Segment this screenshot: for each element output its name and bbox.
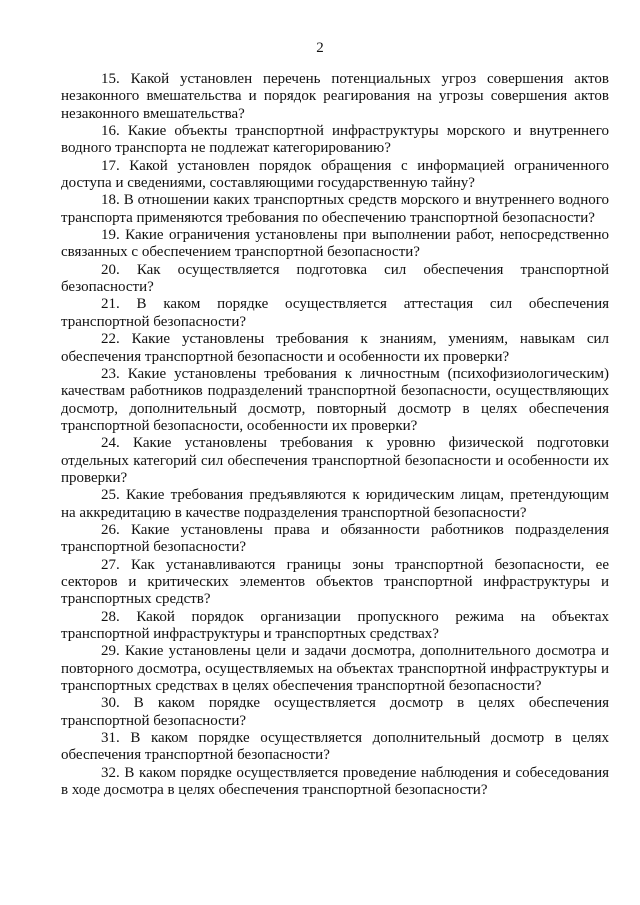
question-22: 22. Какие установлены требования к знаниям, умениям, навыкам сил обеспечения транспортной безопасности и особенности их проверки? [61, 331, 609, 365]
question-28: 28. Какой порядок организации пропускного режима на объектах транспортной инфраструктуры и транспортных средствах? [61, 608, 609, 642]
page-number: 2 [316, 40, 324, 56]
question-31: 31. В каком порядке осуществляется дополнительный досмотр в целях обеспечения транспортной безопасности? [61, 730, 609, 764]
question-16: 16. Какие объекты транспортной инфраструктуры морского и внутреннего водного транспорта не подлежат категорированию? [61, 123, 609, 157]
question-30: 30. В каком порядке осуществляется досмотр в целях обеспечения транспортной безопасности? [61, 695, 609, 729]
question-20: 20. Как осуществляется подготовка сил обеспечения транспортной безопасности? [61, 261, 609, 296]
question-15: 15. Какой установлен перечень потенциальных угроз совершения актов незаконного вмешательства и порядок реагирования на угрозы совершения актов незаконного вмешательства? [61, 71, 609, 122]
question-26: 26. Какие установлены права и обязанности работников подразделения транспортной безопасности? [61, 521, 609, 556]
question-32: 32. В каком порядке осуществляется проведение наблюдения и собеседования в ходе досмотра в целях обеспечения транспортной безопасности? [61, 764, 609, 799]
question-27: 27. Как устанавливаются границы зоны транспортной безопасности, ее секторов и критических элементов объектов транспортной инфраструктуры и транспортных средств? [61, 556, 609, 608]
question-17: 17. Какой установлен порядок обращения с информацией ограниченного доступа и сведениями, составляющими государственную тайну? [61, 157, 609, 192]
question-21: 21. В каком порядке осуществляется аттестация сил обеспечения транспортной безопасности? [61, 296, 609, 330]
question-19: 19. Какие ограничения установлены при выполнении работ, непосредственно связанных с обеспечением транспортной безопасности? [61, 227, 609, 261]
question-list [61, 71, 609, 799]
question-23: 23. Какие установлены требования к личностным (психофизиологическим) качествам работников подразделений транспортной безопасности, осуществляющих досмотр, дополнительный досмотр, повторный досмотр в целях обеспечения транспортной безопасности, особенности их проверки? [61, 365, 609, 434]
question-25: 25. Какие требования предъявляются к юридическим лицам, претендующим на аккредитацию в качестве подразделения транспортной безопасности? [61, 487, 609, 521]
question-18: 18. В отношении каких транспортных средств морского и внутреннего водного транспорта применяются требования по обеспечению транспортной безопасности? [61, 192, 609, 226]
question-24: 24. Какие установлены требования к уровню физической подготовки отдельных категорий сил обеспечения транспортной безопасности и особенности их проверки? [61, 435, 609, 486]
question-29: 29. Какие установлены цели и задачи досмотра, дополнительного досмотра и повторного досмотра, осуществляемых на объектах транспортной инфраструктуры и транспортных средствах в целях обеспечения транспортной безопасности? [61, 643, 609, 695]
